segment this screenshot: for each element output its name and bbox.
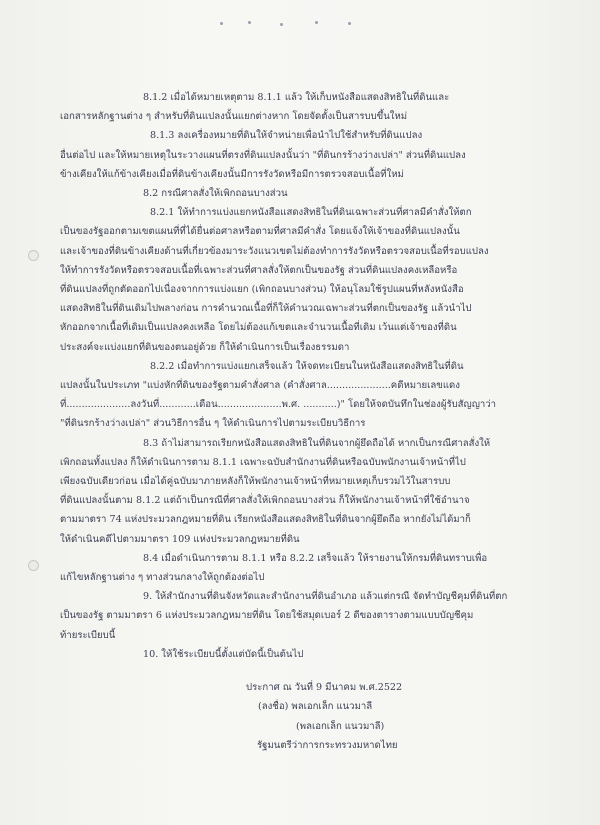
paragraph xyxy=(60,587,560,645)
text-line: 8.3 ถ้าไม่สามารถเรียกหนังสือแสดงสิทธิในที่ดินจากผู้ยึดถือได้ หากเป็นกรณีศาลสั่งให้ xyxy=(143,437,491,449)
document-body xyxy=(60,88,560,664)
paragraph xyxy=(60,549,560,587)
text-line: ข้างเคียงให้แก้ข้างเคียงเมื่อที่ดินข้างเคียงนั้นมีการรังวัดหรือมีการตรวจสอบเนื้อที่ใหม่ xyxy=(60,168,404,180)
text-line: 9. ให้สำนักงานที่ดินจังหวัดและสำนักงานที่ดินอำเภอ แล้วแต่กรณี จัดทำบัญชีคุมที่ดินที่ตก xyxy=(143,591,508,603)
binder-hole xyxy=(28,250,39,261)
paragraph xyxy=(60,645,560,664)
text-line: แปลงนั้นในประเภท "แบ่งหักที่ดินของรัฐตามคำสั่งศาล (คำสั่งศาล.....................คดีหมายเลขแดง xyxy=(60,380,460,392)
binder-hole xyxy=(28,560,39,571)
text-line: แสดงสิทธิในที่ดินเดิมไปพลางก่อน การคำนวณเนื้อที่ก็ให้คำนวณเฉพาะส่วนที่ตกเป็นของรัฐ แล้วนำไป xyxy=(60,303,472,315)
text-line: ที่ดินแปลงนั้นตาม 8.1.2 แต่ถ้าเป็นกรณีที่ศาลสั่งให้เพิกถอนบางส่วน ก็ให้พนักงานเจ้าหน้าที่ใช้อำนาจ xyxy=(60,495,470,507)
text-line: ท้ายระเบียบนี้ xyxy=(60,629,116,641)
text-line: 8.1.2 เมื่อได้หมายเหตุตาม 8.1.1 แล้ว ให้เก็บหนังสือแสดงสิทธิในที่ดินและ xyxy=(143,92,450,103)
text-line: 8.2.2 เมื่อทำการแบ่งแยกเสร็จแล้ว ให้จดทะเบียนในหนังสือแสดงสิทธิในที่ดิน xyxy=(150,360,464,372)
paragraph xyxy=(60,203,560,357)
proclamation-date: ประกาศ ณ วันที่ 9 มีนาคม พ.ศ.2522 xyxy=(246,682,403,693)
text-line: ตามมาตรา 74 แห่งประมวลกฎหมายที่ดิน เรียกหนังสือแสดงสิทธิในที่ดินจากผู้ยึดถือ หากยังไม่ได้มาก็ xyxy=(60,514,471,526)
scan-marks xyxy=(220,20,380,30)
text-line: เป็นของรัฐ ตามมาตรา 6 แห่งประมวลกฎหมายที่ดิน โดยใช้สมุดเบอร์ 2 ดีของตารางตามแบบบัญชีคุม xyxy=(60,610,474,622)
paragraph xyxy=(60,434,560,549)
signed-line: (ลงชื่อ) พลเอกเล็ก แนวมาลี xyxy=(258,701,373,712)
text-line: เอกสารหลักฐานต่าง ๆ สำหรับที่ดินแปลงนั้นแยกต่างหาก โดยจัดตั้งเป็นสารบบขึ้นใหม่ xyxy=(60,111,408,123)
text-line: ที่ดินแปลงที่ถูกตัดออกไปเนื่องจากการแบ่งแยก (เพิกถอนบางส่วน) ให้อนุโลมใช้รูปแผนที่หลังหนังสือ xyxy=(60,284,464,296)
text-line: 8.2 กรณีศาลสั่งให้เพิกถอนบางส่วน xyxy=(143,188,288,200)
text-line: เพียงฉบับเดียวก่อน เมื่อได้คู่ฉบับมาภายหลังก็ให้พนักงานเจ้าหน้าที่หมายเหตุเก็บรวมไว้ในสารบบ xyxy=(60,476,451,488)
signer-title: รัฐมนตรีว่าการกระทรวงมหาดไทย xyxy=(257,740,398,751)
text-line: หักออกจากเนื้อที่เดิมเป็นแปลงคงเหลือ โดยไม่ต้องแก้เขตและจำนวนเนื้อที่เดิม เว้นแต่เจ้าของที่ดิน xyxy=(60,322,457,334)
text-line: อื่นต่อไป และให้หมายเหตุในระวางแผนที่ตรงที่ดินแปลงนั้นว่า "ที่ดินกรร้างว่างเปล่า" ส่วนที่ดินแปลง xyxy=(60,149,466,161)
text-line: 8.4 เมื่อดำเนินการตาม 8.1.1 หรือ 8.2.2 เสร็จแล้ว ให้รายงานให้กรมที่ดินทราบเพื่อ xyxy=(143,552,488,564)
text-line: 8.2.1 ให้ทำการแบ่งแยกหนังสือแสดงสิทธิในที่ดินเฉพาะส่วนที่ศาลมีคำสั่งให้ตก xyxy=(150,207,472,219)
text-line: ให้ทำการรังวัดหรือตรวจสอบเนื้อที่เฉพาะส่วนที่ศาลสั่งให้ตกเป็นของรัฐ ส่วนที่ดินแปลงคงเหลือหรือ xyxy=(60,264,458,276)
paragraph xyxy=(60,88,560,126)
text-line: และเจ้าของที่ดินข้างเคียงด้านที่เกี่ยวข้องมาระวังแนวเขตไม่ต้องทำการรังวัดหรือตรวจสอบเนื้อที่รอบแปลง xyxy=(60,245,489,257)
text-line: เพิกถอนทั้งแปลง ก็ให้ดำเนินการตาม 8.1.1 เฉพาะฉบับสำนักงานที่ดินหรือฉบับพนักงานเจ้าหน้าที่ไป xyxy=(60,456,466,468)
text-line: 8.1.3 ลงเครื่องหมายที่ดินให้จำหน่ายเพื่อนำไปใช้สำหรับที่ดินแปลง xyxy=(150,130,423,142)
paragraph xyxy=(60,126,560,184)
text-line: 10. ให้ใช้ระเบียบนี้ตั้งแต่บัดนี้เป็นต้นไป xyxy=(143,648,304,660)
text-line: ให้ดำเนินคดีไปตามมาตรา 109 แห่งประมวลกฎหมายที่ดิน xyxy=(60,533,300,545)
paragraph xyxy=(60,184,560,203)
text-line: ที่.....................ลงวันที่............เดือน.....................พ.ศ. ...........)" โดยให้จดบันทึกในช่องผู้รับสัญญาว่า xyxy=(60,399,497,411)
paragraph xyxy=(60,357,560,434)
text-line: แก้ไขหลักฐานต่าง ๆ ทางส่วนกลางให้ถูกต้องต่อไป xyxy=(60,572,265,584)
signer-name: (พลเอกเล็ก แนวมาลี) xyxy=(296,721,385,732)
text-line: เป็นของรัฐออกตามเขตแผนที่ที่ได้ยื่นต่อศาลหรือตามที่ศาลมีคำสั่ง โดยแจ้งให้เจ้าของที่ดินแปลงนั้น xyxy=(60,226,460,238)
text-line: ประสงค์จะแบ่งแยกที่ดินของตนอยู่ด้วย ก็ให้ดำเนินการเป็นเรื่องธรรมดา xyxy=(60,341,350,353)
text-line: "ที่ดินรกร้างว่างเปล่า" ส่วนวิธีการอื่น ๆ ให้ดำเนินการไปตามระเบียบวิธีการ xyxy=(60,418,366,430)
